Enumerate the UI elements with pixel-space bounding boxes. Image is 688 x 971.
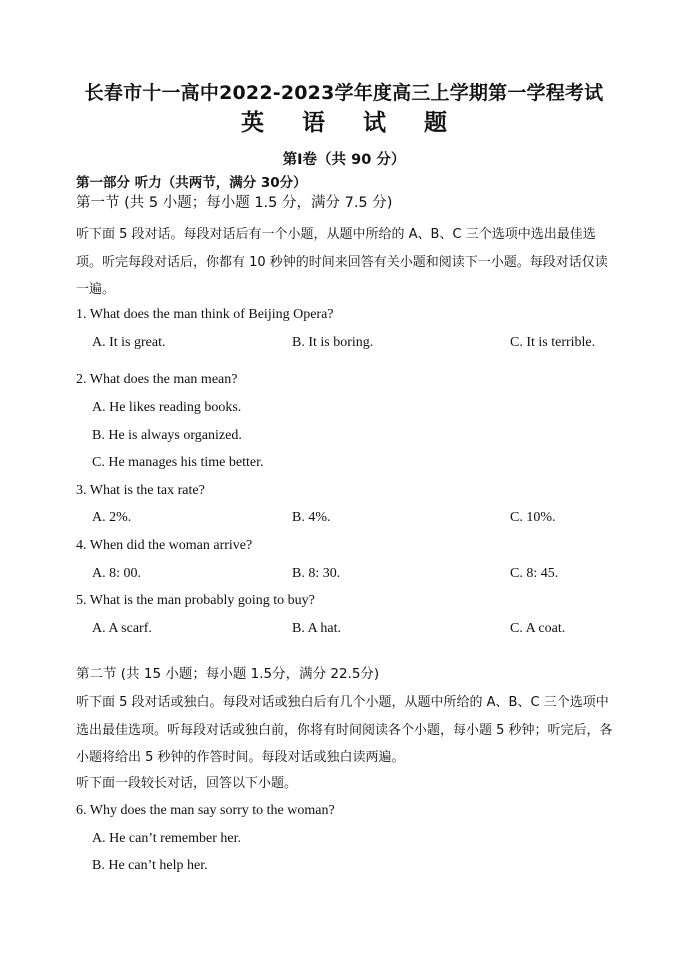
exam-subject-title: 英语试题 bbox=[241, 110, 485, 136]
section1-title: 第一节 (共 5 小题；每小题 1.5 分，满分 7.5 分) bbox=[76, 195, 393, 211]
question-4-stem: 4. When did the woman arrive? bbox=[76, 538, 253, 553]
question-3-option-c: C. 10%. bbox=[510, 510, 556, 525]
question-5-option-a: A. A scarf. bbox=[92, 621, 152, 636]
question-4-option-c: C. 8: 45. bbox=[510, 566, 559, 581]
question-2-option-b: B. He is always organized. bbox=[92, 428, 242, 443]
question-1-option-b: B. It is boring. bbox=[292, 335, 374, 350]
question-2-stem: 2. What does the man mean? bbox=[76, 372, 238, 387]
section2-title: 第二节 (共 15 小题；每小题 1.5分，满分 22.5分) bbox=[76, 666, 380, 682]
part1-title: 第一部分 听力（共两节，满分 30分） bbox=[76, 175, 307, 191]
question-3-option-a: A. 2%. bbox=[92, 510, 132, 525]
section2-lead: 听下面一段较长对话，回答以下小题。 bbox=[76, 776, 298, 791]
question-6-option-a: A. He can’t remember her. bbox=[92, 831, 242, 846]
section2-instructions: 听下面 5 段对话或独白。每段对话或独白后有几个小题，从题中所给的 A、B、C 三个选项中选出最佳选项。听每段对话或独白前，你将有时间阅读各个小题，每小题 5 秒钟；听完后，各小题将给出 5 秒钟的作答时间。每段对话或独白读两遍。 bbox=[76, 695, 613, 765]
question-4-option-b: B. 8: 30. bbox=[292, 566, 341, 581]
question-5-stem: 5. What is the man probably going to buy? bbox=[76, 593, 315, 608]
question-4-option-a: A. 8: 00. bbox=[92, 566, 141, 581]
question-5-option-b: B. A hat. bbox=[292, 621, 342, 636]
question-5-option-c: C. A coat. bbox=[510, 621, 566, 636]
question-1-stem: 1. What does the man think of Beijing Opera? bbox=[76, 307, 334, 322]
question-1-option-c: C. It is terrible. bbox=[510, 335, 596, 350]
question-3-stem: 3. What is the tax rate? bbox=[76, 483, 205, 498]
exam-school-title: 长春市十一高中2022-2023学年度高三上学期第一学程考试 bbox=[84, 82, 604, 104]
question-6-option-b: B. He can’t help her. bbox=[92, 858, 208, 873]
question-2-option-c: C. He manages his time better. bbox=[92, 455, 264, 470]
question-6-stem: 6. Why does the man say sorry to the woman? bbox=[76, 803, 335, 818]
section1-instructions: 听下面 5 段对话。每段对话后有一个小题，从题中所给的 A、B、C 三个选项中选出最佳选项。听完每段对话后，你都有 10 秒钟的时间来回答有关小题和阅读下一小题。每段对话仅读一遍。 bbox=[76, 227, 608, 297]
question-1-option-a: A. It is great. bbox=[92, 335, 166, 350]
question-2-option-a: A. He likes reading books. bbox=[92, 400, 242, 415]
question-3-option-b: B. 4%. bbox=[292, 510, 331, 525]
volume-title: 第Ⅰ卷（共 90 分） bbox=[282, 152, 406, 168]
